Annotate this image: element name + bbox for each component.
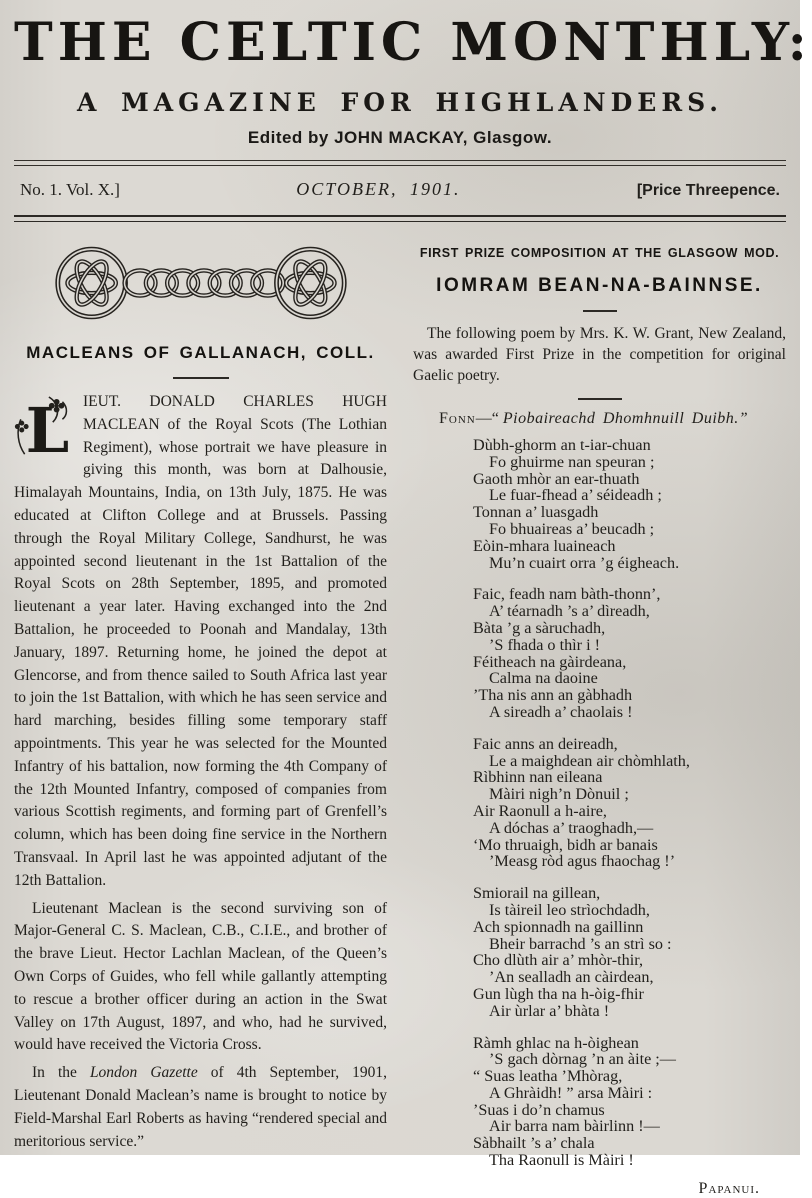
poem-line: ’An sealladh an càirdean,	[489, 968, 654, 987]
poem-line: Air Raonull a h-aire,	[473, 801, 607, 820]
poem-stanza	[473, 1035, 786, 1169]
poem-line: Rìbhinn nan eileana	[473, 768, 603, 787]
author-signature: Papanui.	[698, 1179, 760, 1197]
magazine-title: THE CELTIC MONTHLY:	[14, 12, 812, 73]
issue-date: OCTOBER, 1901.	[296, 179, 461, 199]
heading-rule	[173, 377, 229, 379]
poem-stanza	[473, 586, 786, 720]
poem-line: ‘Mo thruaigh, bidh ar banais	[473, 835, 658, 854]
poem-line: Màiri nigh’n Dònuil ;	[489, 785, 629, 804]
poem-line: Le fuar-fhead a’ séideadh ;	[489, 486, 662, 505]
london-gazette-title: London Gazette	[89, 1064, 198, 1082]
poem-line: Faic anns an deireadh,	[473, 734, 618, 753]
left-column	[14, 238, 387, 1198]
poem	[473, 437, 786, 1169]
poem-line: Mu’n cuairt orra ’g éigheach.	[489, 553, 680, 572]
fonn-dash: —“	[475, 410, 503, 427]
poem-stanza	[473, 885, 786, 1019]
poem-line: Is tàireil leo strìochdadh,	[489, 900, 650, 919]
poem-line: Smiorail na gillean,	[473, 884, 601, 903]
fonn-line	[439, 410, 786, 428]
magazine-subtitle: A MAGAZINE FOR HIGHLANDERS.	[77, 88, 723, 117]
two-column-body	[14, 238, 786, 1198]
prize-kicker: FIRST PRIZE COMPOSITION AT THE GLASGOW MOD.	[419, 246, 780, 260]
poem-line: A dóchas a’ traoghadh,—	[489, 818, 654, 837]
drop-cap-ornament	[14, 394, 76, 468]
poem-line: Tha Raonull is Màiri !	[489, 1151, 634, 1170]
poem-line: Bàta ’g a sàruchadh,	[473, 618, 606, 637]
poem-line: Dùbh-ghorm an t-iar-chuan	[473, 436, 651, 454]
poem-line: Ach spionnadh na gaillinn	[473, 917, 644, 936]
poem-intro: The following poem by Mrs. K. W. Grant, New Zealand, was awarded First Prize in the competition for original Gaelic poetry.	[413, 325, 786, 384]
masthead	[14, 0, 812, 148]
poem-line: ’Suas i do’n chamus	[473, 1100, 605, 1119]
paragraph-1-text: IEUT. DONALD CHARLES HUGH MACLEAN of the Royal Scots (The Lothian Regiment), whose portrait we have pleasure in giving this month, was born at Dalhousie, Himalayah Mountains, India, on 13th July, 1875. He was educated at Clifton College and at Brussels. Passing through the Royal Military College, Sandhurst, he was appointed second lieutenant in the 1st Battalion of the Royal Scots on 28th September, 1895, and promoted lieutenant a year later. Having exchanged into the 2nd Battalion, he proceeded to Poonah and Mandalay, 13th January, 1897. Returning home, he joined the depot at Glencorse, and from thence sailed to South Africa last year to join the 1st Battalion, with which he has seen service and hard marching, besides filling some temporary staff appointments. This year he was selected for the Mounted Infantry of his battalion, now forming the 4th Company of the 12th Mounted Infantry, composed of companies from various Scottish regiments, and forming part of Grenfell’s column, which has been doing fine service in the Northern Transvaal. In April last he was appointed adjutant of the 12th Battalion.	[14, 393, 387, 889]
ornament-wrap	[14, 242, 387, 329]
poem-line: “ Suas leatha ’Mhòrag,	[473, 1067, 623, 1086]
poem-line: Tonnan a’ luasgadh	[473, 503, 599, 522]
article-heading: MACLEANS OF GALLANACH, COLL.	[26, 343, 375, 362]
paragraph-3-post: of 4th September, 1901, Lieutenant Donald Maclean’s name is brought to notice by Field-Marshal Earl Roberts as having “rendered special and meritorious service.”	[14, 1064, 387, 1150]
poem-line: Fo bhuaireas a’ beucadh ;	[489, 519, 655, 538]
poem-stanza	[473, 437, 786, 571]
poem-line: Gaoth mhòr an ear-thuath	[473, 469, 640, 488]
poem-line: A Ghràidh! ” arsa Màiri :	[489, 1083, 653, 1102]
poem-line: ’S fhada o thìr i !	[489, 635, 601, 654]
poem-line: A sireadh a’ chaolais !	[489, 702, 633, 721]
poem-line: Féitheach na gàirdeana,	[473, 652, 627, 671]
poem-title: IOMRAM BEAN-NA-BAINNSE.	[436, 275, 763, 296]
fonn-tune-title: Piobaireachd Dhomhnuill Duibh.”	[502, 410, 749, 427]
issue-price: [Price Threepence.	[636, 182, 780, 199]
poem-line: A’ téarnadh ’s a’ dìreadh,	[489, 602, 650, 621]
poem-line: Faic, feadh nam bàth-thonn’,	[473, 585, 661, 604]
poem-line: ’Tha nis ann an gàbhadh	[473, 686, 633, 705]
article-body	[14, 391, 387, 1153]
intro-rule	[578, 398, 622, 400]
poem-line: Cho dlùth air a’ mhòr-thir,	[473, 951, 644, 970]
poem-line: Bheir barrachd ’s an strì so :	[489, 934, 672, 953]
double-rule-bottom	[14, 215, 786, 222]
poem-line: Sàbhailt ’s a’ chala	[473, 1134, 595, 1153]
poem-line: ’S gach dòrnag ’n an àite ;—	[489, 1050, 676, 1069]
paragraph-1	[14, 391, 387, 893]
poem-line: Air barra nam bàirlinn !—	[489, 1117, 660, 1136]
drop-cap-letter: L	[25, 394, 70, 468]
poem-line: Air ùrlar a’ bhàta !	[489, 1001, 610, 1020]
poem-line: Le a maighdean air chòmhlath,	[489, 751, 690, 770]
paragraph-2: Lieutenant Maclean is the second surviving son of Major-General C. S. Maclean, C.B., C.I.E., and brother of the brave Lieut. Hector Lachlan Maclean, of the Queen’s Own Corps of Guides, who fell while gallantly attempting to rescue a brother officer during an action in the Swat Valley on 17th August, 1897, and who, had he survived, would have received the Victoria Cross.	[14, 899, 387, 1054]
paragraph-3	[14, 1062, 387, 1153]
poem-line: Ràmh ghlac na h-òighean	[473, 1033, 639, 1052]
editor-byline: Edited by JOHN MACKAY, Glasgow.	[247, 128, 553, 147]
poem-line: Gun lùgh tha na h-òig-fhir	[473, 984, 644, 1003]
celtic-knot-ornament-icon	[51, 242, 351, 324]
poem-line: Eòin-mhara luaineach	[473, 536, 616, 555]
poem-title-rule	[583, 310, 617, 312]
fonn-label: Fonn	[439, 410, 476, 427]
poem-line: ’Measg ròd agus fhaochag !’	[489, 852, 676, 871]
paragraph-3-pre: In the	[32, 1064, 90, 1082]
issue-bar	[14, 166, 786, 215]
poem-line: Fo ghuirme nan speuran ;	[489, 452, 655, 471]
issue-number: No. 1. Vol. X.]	[20, 180, 120, 199]
right-column	[413, 238, 786, 1198]
poem-line: Calma na daoine	[489, 669, 598, 688]
poem-stanza	[473, 736, 786, 870]
